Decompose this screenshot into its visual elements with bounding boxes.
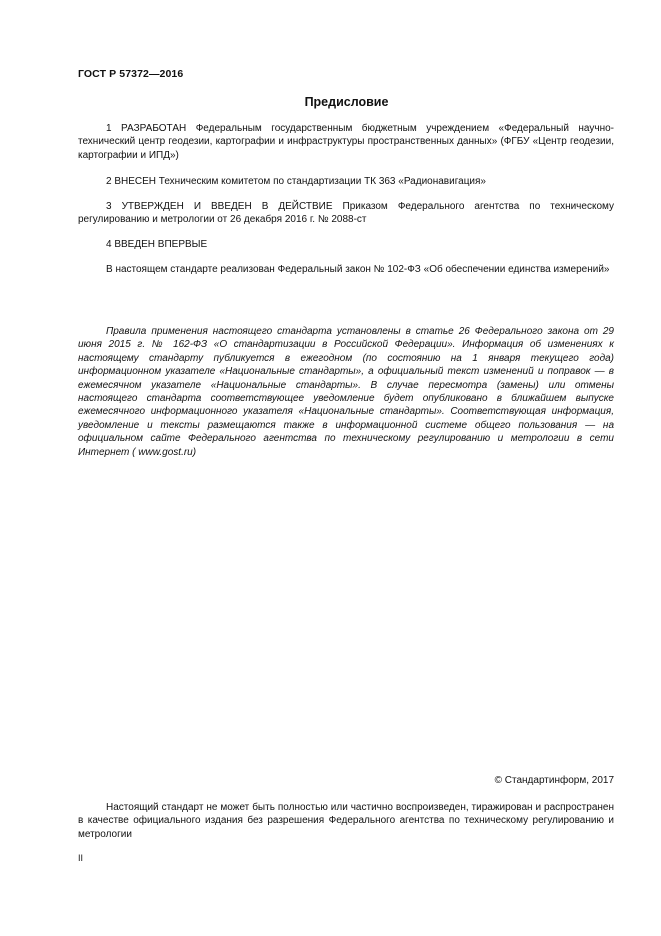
page-number: II [78,853,84,863]
reproduction-notice: Настоящий стандарт не может быть полностью или частично воспроизведен, тиражирован и распространен в качестве официального издания без разрешения Федерального агентства по техническому регулированию и метрологии [78,802,614,840]
foreword-item-3: 3 УТВЕРЖДЕН И ВВЕДЕН В ДЕЙСТВИЕ Приказом Федерального агентства по техническому регулированию и метрологии от 26 декабря 2016 г. № 2088-ст [78,201,614,226]
copyright-line: © Стандартинформ, 2017 [494,775,614,786]
foreword-item-2: 2 ВНЕСЕН Техническим комитетом по стандартизации ТК 363 «Радионавигация» [106,176,486,187]
foreword-item-4: 4 ВВЕДЕН ВПЕРВЫЕ [106,239,208,250]
foreword-title [0,95,661,109]
standard-number: ГОСТ Р 57372—2016 [78,68,184,80]
foreword-item-1: 1 РАЗРАБОТАН Федеральным государственным бюджетным учреждением «Федеральный научно-технический центр геодезии, картографии и инфраструктуры пространственных данных» (ФГБУ «Центр геодезии, картографии и ИПД») [78,123,614,161]
foreword-title-text: Предисловие [304,95,389,109]
law-note: В настоящем стандарте реализован Федеральный закон № 102-ФЗ «Об обеспечении единства измерений» [106,264,610,275]
application-rules-notice: Правила применения настоящего стандарта установлены в статье 26 Федерального закона от 29 июня 2015 г. № 162-ФЗ «О стандартизации в Российской Федерации». Информация об изменениях к настоящему стандарту публикуется в ежегодном (по состоянию на 1 января текущего года) информационном указателе «Национальные стандарты», а официальный текст изменений и поправок — в ежемесячном указателе «Национальные стандарты». В случае пересмотра (замены) или отмены настоящего стандарта соответствующее уведомление будет опубликовано в ближайшем выпуске ежемесячного информационного указателя «Национальные стандарты». Соответствующая информация, уведомление и тексты размещаются также в информационной системе общего пользования — на официальном сайте Федерального агентства по техническому регулированию и метрологии в сети Интернет ( www.gost.ru) [78,326,614,458]
